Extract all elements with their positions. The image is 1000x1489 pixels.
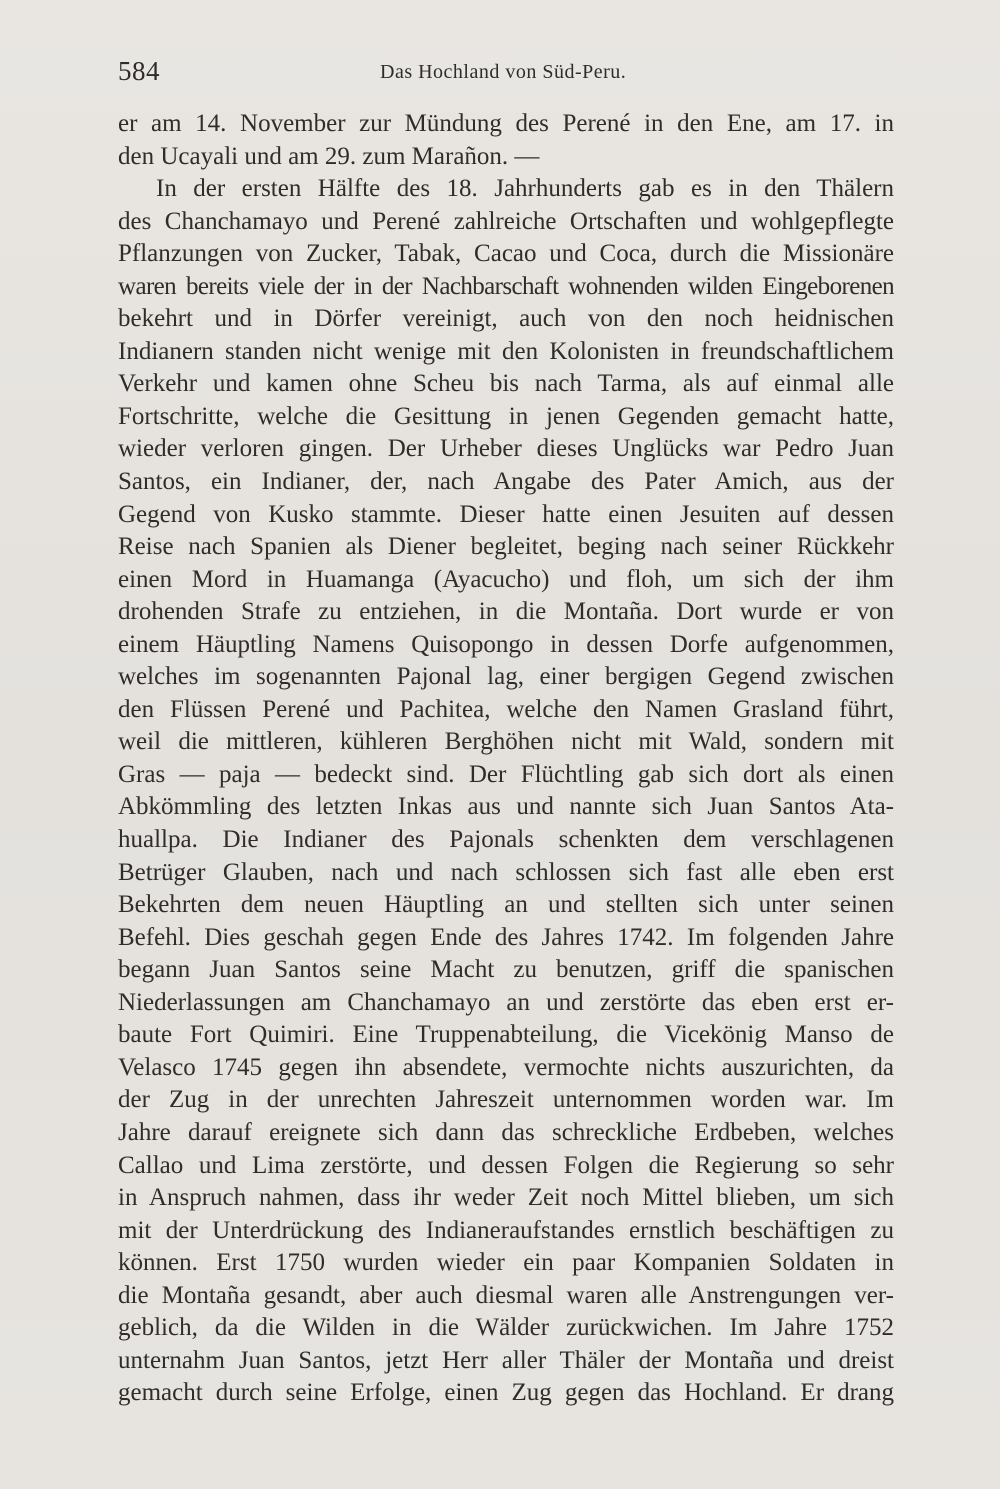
text-line: die Montaña gesandt, aber auch diesmal waren alle Anstrengungen ver- (118, 1281, 894, 1309)
text-line: den Ucayali und am 29. zum Marañon. — (118, 142, 540, 170)
text-line: weil die mittleren, kühleren Berghöhen nicht mit Wald, sondern mit (118, 728, 894, 756)
text-line: der Zug in der unrechten Jahreszeit unternommen worden war. Im (118, 1086, 894, 1114)
body-text (118, 108, 894, 1410)
text-line: Befehl. Dies geschah gegen Ende des Jahres 1742. Im folgenden Jahre (118, 923, 894, 951)
text-line: Niederlassungen am Chanchamayo an und zerstörte das eben erst er- (118, 988, 894, 1016)
text-line: Indianern standen nicht wenige mit den Kolonisten in freundschaftlichem (118, 337, 894, 365)
text-line: Gras — paja — bedeckt sind. Der Flüchtling gab sich dort als einen (118, 760, 894, 788)
text-line: Reise nach Spanien als Diener begleitet, beging nach seiner Rückkehr (118, 533, 894, 561)
text-line: welches im sogenannten Pajonal lag, einer bergigen Gegend zwischen (118, 663, 894, 691)
text-line: Callao und Lima zerstörte, und dessen Folgen die Regierung so sehr (118, 1151, 894, 1179)
text-line: Gegend von Kusko stammte. Dieser hatte einen Jesuiten auf dessen (118, 500, 894, 528)
text-line: gemacht durch seine Erfolge, einen Zug gegen das Hochland. Er drang (118, 1379, 894, 1407)
page-number: 584 (118, 56, 160, 86)
text-line: einem Häuptling Namens Quisopongo in dessen Dorfe aufgenommen, (118, 630, 894, 658)
text-line: er am 14. November zur Mündung des Perené in den Ene, am 17. in (118, 110, 894, 137)
text-line: drohenden Strafe zu entziehen, in die Montaña. Dort wurde er von (118, 598, 894, 626)
text-line: huallpa. Die Indianer des Pajonals schenkten dem verschlagenen (118, 826, 894, 854)
text-line: Fortschritte, welche die Gesittung in jenen Gegenden gemacht hatte, (118, 402, 894, 430)
text-line: Betrüger Glauben, nach und nach schlossen sich fast alle eben erst (118, 858, 894, 886)
text-line: Jahre darauf ereignete sich dann das schreckliche Erdbeben, welches (118, 1118, 894, 1146)
text-line: einen Mord in Huamanga (Ayacucho) und floh, um sich der ihm (118, 565, 894, 593)
text-line: Pflanzungen von Zucker, Tabak, Cacao und Coca, durch die Missionäre (118, 240, 894, 268)
text-line: in Anspruch nahmen, dass ihr weder Zeit noch Mittel blieben, um sich (118, 1184, 894, 1212)
text-line: mit der Unterdrückung des Indianeraufstandes ernstlich beschäftigen zu (118, 1216, 894, 1244)
text-line: geblich, da die Wilden in die Wälder zurückwichen. Im Jahre 1752 (118, 1314, 894, 1342)
text-line: waren bereits viele der in der Nachbarschaft wohnenden wilden Eingeborenen (118, 272, 894, 300)
text-line: den Flüssen Perené und Pachitea, welche den Namen Grasland führt, (118, 695, 894, 723)
text-line: Velasco 1745 gegen ihn absendete, vermochte nichts auszurichten, da (118, 1053, 894, 1081)
text-line: Santos, ein Indianer, der, nach Angabe des Pater Amich, aus der (118, 468, 894, 496)
text-line: des Chanchamayo und Perené zahlreiche Ortschaften und wohlgepflegte (118, 207, 894, 235)
text-line: In der ersten Hälfte des 18. Jahrhunderts gab es in den Thälern (156, 175, 894, 203)
text-line: Verkehr und kamen ohne Scheu bis nach Tarma, als auf einmal alle (118, 370, 894, 398)
text-line: baute Fort Quimiri. Eine Truppenabteilung, die Vicekönig Manso de (118, 1021, 894, 1049)
text-line: Abkömmling des letzten Inkas aus und nannte sich Juan Santos Ata- (118, 793, 894, 821)
text-line: können. Erst 1750 wurden wieder ein paar Kompanien Soldaten in (118, 1249, 894, 1277)
text-line: begann Juan Santos seine Macht zu benutzen, griff die spanischen (118, 956, 894, 984)
page-header (118, 56, 890, 96)
text-line: Bekehrten dem neuen Häuptling an und stellten sich unter seinen (118, 891, 894, 919)
text-line: unternahm Juan Santos, jetzt Herr aller Thäler der Montaña und dreist (118, 1346, 894, 1374)
running-title: Das Hochland von Süd-Peru. (380, 61, 627, 83)
text-line: bekehrt und in Dörfer vereinigt, auch von den noch heidnischen (118, 305, 894, 333)
text-line: wieder verloren gingen. Der Urheber dieses Unglücks war Pedro Juan (118, 435, 894, 463)
